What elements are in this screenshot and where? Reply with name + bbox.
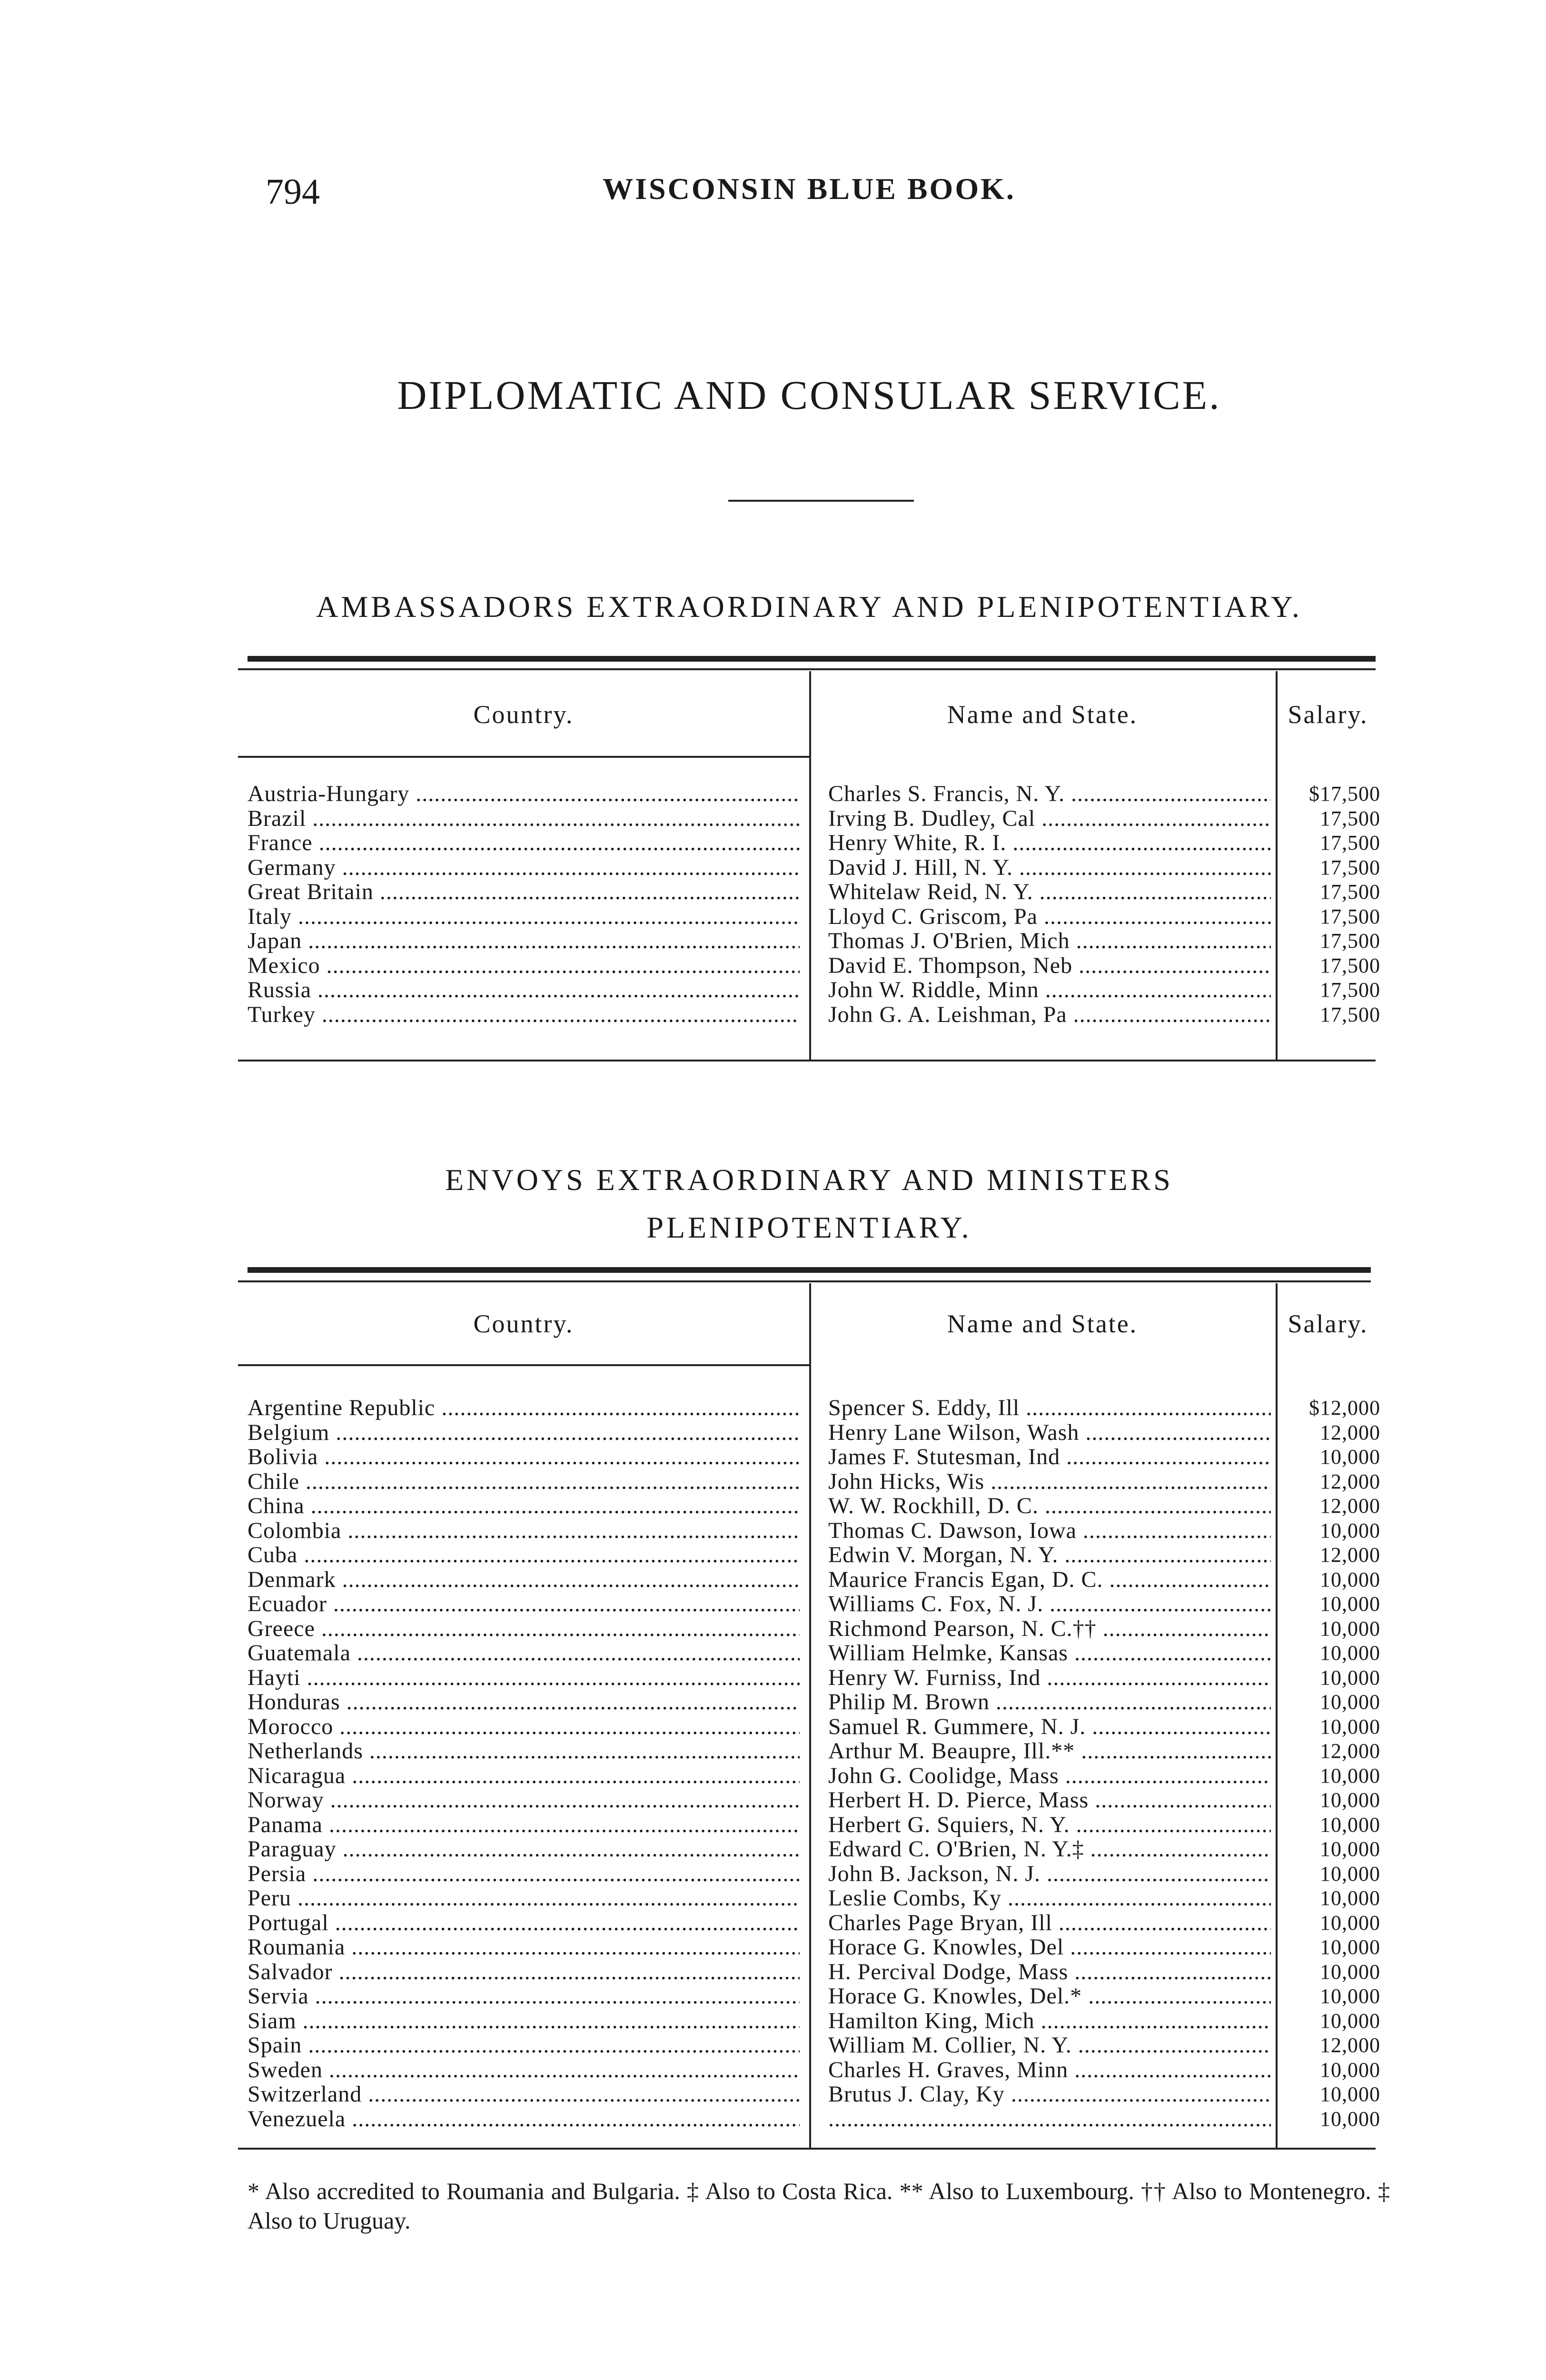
salary-cell: 17,500 (1320, 831, 1380, 854)
name-state-cell: William Helmke, Kansas ..... (828, 1640, 1271, 1666)
ambassadors-header-country: Country. (473, 700, 574, 729)
salary-cell: 10,000 (1320, 1592, 1380, 1616)
salary-cell: 10,000 (1320, 1862, 1380, 1885)
country-cell: Roumania ..... (248, 1934, 800, 1960)
name-state-cell: Charles Page Bryan, Ill ..... (828, 1910, 1271, 1936)
country-cell: Mexico ..... (248, 952, 800, 979)
name-state-cell: Richmond Pearson, N. C.†† ..... (828, 1616, 1271, 1642)
country-cell: Greece ..... (248, 1616, 800, 1642)
salary-cell: 10,000 (1320, 2082, 1380, 2106)
salary-cell: 12,000 (1320, 1543, 1380, 1567)
salary-cell: 10,000 (1320, 1445, 1380, 1468)
name-state-cell (828, 2106, 1271, 2132)
name-state-cell: Thomas C. Dawson, Iowa ..... (828, 1517, 1271, 1544)
name-state-cell: Charles H. Graves, Minn ..... (828, 2057, 1271, 2083)
name-state-cell: H. Percival Dodge, Mass ..... (828, 1959, 1271, 1985)
name-state-cell: Arthur M. Beaupre, Ill.** ..... (828, 1738, 1271, 1764)
country-cell: Denmark ..... (248, 1567, 800, 1593)
ambassadors-divider-2 (1276, 671, 1278, 1061)
country-cell: Colombia ..... (248, 1517, 800, 1544)
name-state-cell: Samuel R. Gummere, N. J. ..... (828, 1714, 1271, 1740)
name-state-cell: Herbert H. D. Pierce, Mass ..... (828, 1787, 1271, 1813)
country-cell: Sweden ..... (248, 2057, 800, 2083)
country-cell: Great Britain ..... (248, 879, 800, 905)
name-state-cell: Henry Lane Wilson, Wash ..... (828, 1419, 1271, 1446)
name-state-cell: John G. Coolidge, Mass ..... (828, 1763, 1271, 1789)
salary-cell: 10,000 (1320, 2107, 1380, 2131)
country-cell: Guatemala ..... (248, 1640, 800, 1666)
country-cell: Peru ..... (248, 1885, 800, 1911)
envoys-header-rule (238, 1364, 809, 1366)
salary-cell: 17,500 (1320, 978, 1380, 1002)
name-state-cell: Thomas J. O'Brien, Mich ..... (828, 928, 1271, 954)
ambassadors-header-name: Name and State. (947, 700, 1138, 729)
name-state-cell: Edward C. O'Brien, N. Y.‡ ..... (828, 1836, 1271, 1862)
ambassadors-divider-1 (809, 671, 811, 1061)
name-state-cell: Herbert G. Squiers, N. Y. ..... (828, 1812, 1271, 1838)
ambassadors-top-rule-thin (238, 668, 1376, 670)
country-cell: Venezuela ..... (248, 2106, 800, 2132)
name-state-cell: John Hicks, Wis ..... (828, 1468, 1271, 1495)
country-cell: Turkey ..... (248, 1002, 800, 1028)
salary-cell: 12,000 (1320, 1469, 1380, 1493)
name-state-cell: Maurice Francis Egan, D. C. ..... (828, 1567, 1271, 1593)
salary-cell: $12,000 (1309, 1396, 1380, 1419)
envoys-divider-2 (1276, 1283, 1278, 2148)
salary-cell: $17,500 (1309, 782, 1380, 805)
name-state-cell: Charles S. Francis, N. Y. ..... (828, 781, 1271, 807)
country-cell: Nicaragua ..... (248, 1763, 800, 1789)
country-cell: Switzerland ..... (248, 2081, 800, 2107)
envoys-divider-1 (809, 1283, 811, 2148)
salary-cell: 12,000 (1320, 1494, 1380, 1517)
salary-cell: 10,000 (1320, 1567, 1380, 1591)
salary-cell: 10,000 (1320, 1788, 1380, 1812)
country-cell: Norway ..... (248, 1787, 800, 1813)
salary-cell: 10,000 (1320, 1764, 1380, 1787)
salary-cell: 10,000 (1320, 1886, 1380, 1910)
country-cell: Salvador ..... (248, 1959, 800, 1985)
salary-cell: 17,500 (1320, 855, 1380, 879)
ambassadors-header-salary: Salary. (1288, 700, 1368, 729)
salary-cell: 10,000 (1320, 1518, 1380, 1542)
country-cell: Siam ..... (248, 2008, 800, 2034)
envoys-top-rule-thin (238, 1280, 1371, 1282)
salary-cell: 10,000 (1320, 1911, 1380, 1934)
salary-cell: 17,500 (1320, 806, 1380, 830)
country-cell: Ecuador ..... (248, 1591, 800, 1617)
country-cell: Italy ..... (248, 903, 800, 930)
name-state-cell: Spencer S. Eddy, Ill ..... (828, 1395, 1271, 1421)
name-state-cell: Horace G. Knowles, Del ..... (828, 1934, 1271, 1960)
envoys-section-title-line2: PLENIPOTENTIARY. (646, 1210, 972, 1244)
country-cell: Spain ..... (248, 2032, 800, 2058)
country-cell: Belgium ..... (248, 1419, 800, 1446)
page-number: 794 (266, 172, 320, 212)
country-cell: Portugal ..... (248, 1910, 800, 1936)
salary-cell: 10,000 (1320, 2058, 1380, 2082)
country-cell: Panama ..... (248, 1812, 800, 1838)
name-state-cell: Philip M. Brown ..... (828, 1689, 1271, 1715)
country-cell: Bolivia ..... (248, 1444, 800, 1470)
name-state-cell: Lloyd C. Griscom, Pa ..... (828, 903, 1271, 930)
country-cell: Paraguay ..... (248, 1836, 800, 1862)
name-state-cell: W. W. Rockhill, D. C. ..... (828, 1493, 1271, 1519)
salary-cell: 12,000 (1320, 1420, 1380, 1444)
ambassadors-header-rule (238, 756, 809, 758)
salary-cell: 10,000 (1320, 1666, 1380, 1689)
salary-cell: 10,000 (1320, 1641, 1380, 1665)
salary-cell: 17,500 (1320, 880, 1380, 903)
country-cell: Brazil ..... (248, 805, 800, 832)
name-state-cell: David E. Thompson, Neb ..... (828, 952, 1271, 979)
country-cell: Servia ..... (248, 1983, 800, 2009)
salary-cell: 10,000 (1320, 1960, 1380, 1983)
ambassadors-bottom-rule (238, 1060, 1376, 1061)
name-state-cell: Henry White, R. I. ..... (828, 830, 1271, 856)
name-state-cell: John W. Riddle, Minn ..... (828, 977, 1271, 1003)
country-cell: Chile ..... (248, 1468, 800, 1495)
name-state-cell: David J. Hill, N. Y. ..... (828, 854, 1271, 881)
country-cell: Cuba ..... (248, 1542, 800, 1568)
envoys-header-name: Name and State. (947, 1309, 1138, 1338)
salary-cell: 10,000 (1320, 1837, 1380, 1861)
name-state-cell: Irving B. Dudley, Cal ..... (828, 805, 1271, 832)
envoys-header-country: Country. (473, 1309, 574, 1338)
title-divider (728, 500, 914, 502)
salary-cell: 10,000 (1320, 1715, 1380, 1738)
name-state-cell: Edwin V. Morgan, N. Y. ..... (828, 1542, 1271, 1568)
salary-cell: 10,000 (1320, 1616, 1380, 1640)
salary-cell: 10,000 (1320, 1690, 1380, 1714)
name-state-cell: Brutus J. Clay, Ky ..... (828, 2081, 1271, 2107)
country-cell: Netherlands ..... (248, 1738, 800, 1764)
country-cell: Morocco ..... (248, 1714, 800, 1740)
name-state-cell: Hamilton King, Mich ..... (828, 2008, 1271, 2034)
envoys-section-title: ENVOYS EXTRAORDINARY AND MINISTERS (445, 1163, 1173, 1197)
country-cell: Russia ..... (248, 977, 800, 1003)
page-title: DIPLOMATIC AND CONSULAR SERVICE. (397, 372, 1221, 418)
salary-cell: 10,000 (1320, 1935, 1380, 1959)
name-state-cell: Williams C. Fox, N. J. ..... (828, 1591, 1271, 1617)
country-cell: Germany ..... (248, 854, 800, 881)
name-state-cell: John G. A. Leishman, Pa ..... (828, 1002, 1271, 1028)
country-cell: China ..... (248, 1493, 800, 1519)
salary-cell: 17,500 (1320, 904, 1380, 928)
salary-cell: 10,000 (1320, 1813, 1380, 1836)
salary-cell: 17,500 (1320, 929, 1380, 952)
name-state-cell: Whitelaw Reid, N. Y. ..... (828, 879, 1271, 905)
envoys-header-salary: Salary. (1288, 1309, 1368, 1338)
salary-cell: 17,500 (1320, 1002, 1380, 1026)
country-cell: Persia ..... (248, 1861, 800, 1887)
ambassadors-section-title: AMBASSADORS EXTRAORDINARY AND PLENIPOTENTIARY. (316, 590, 1302, 624)
name-state-cell: James F. Stutesman, Ind ..... (828, 1444, 1271, 1470)
salary-cell: 10,000 (1320, 1984, 1380, 2008)
envoys-bottom-rule (238, 2148, 1376, 2150)
footnote: * Also accredited to Roumania and Bulgaria. ‡ Also to Costa Rica. ** Also to Luxembourg. †† Also to Montenegro. ‡ Also to Uruguay. (248, 2178, 1390, 2234)
name-state-cell: Horace G. Knowles, Del.* ..... (828, 1983, 1271, 2009)
country-cell: Argentine Republic ..... (248, 1395, 800, 1421)
salary-cell: 10,000 (1320, 2009, 1380, 2033)
country-cell: Japan ..... (248, 928, 800, 954)
running-title: WISCONSIN BLUE BOOK. (603, 172, 1016, 206)
country-cell: France ..... (248, 830, 800, 856)
name-state-cell: Leslie Combs, Ky ..... (828, 1885, 1271, 1911)
salary-cell: 17,500 (1320, 953, 1380, 977)
salary-cell: 12,000 (1320, 2033, 1380, 2057)
envoys-top-rule (248, 1267, 1371, 1273)
country-cell: Hayti ..... (248, 1665, 800, 1691)
country-cell: Honduras ..... (248, 1689, 800, 1715)
ambassadors-top-rule (248, 656, 1376, 662)
salary-cell: 12,000 (1320, 1739, 1380, 1763)
name-state-cell: John B. Jackson, N. J. ..... (828, 1861, 1271, 1887)
name-state-cell: William M. Collier, N. Y. ..... (828, 2032, 1271, 2058)
name-state-cell: Henry W. Furniss, Ind ..... (828, 1665, 1271, 1691)
country-cell: Austria-Hungary ..... (248, 781, 800, 807)
